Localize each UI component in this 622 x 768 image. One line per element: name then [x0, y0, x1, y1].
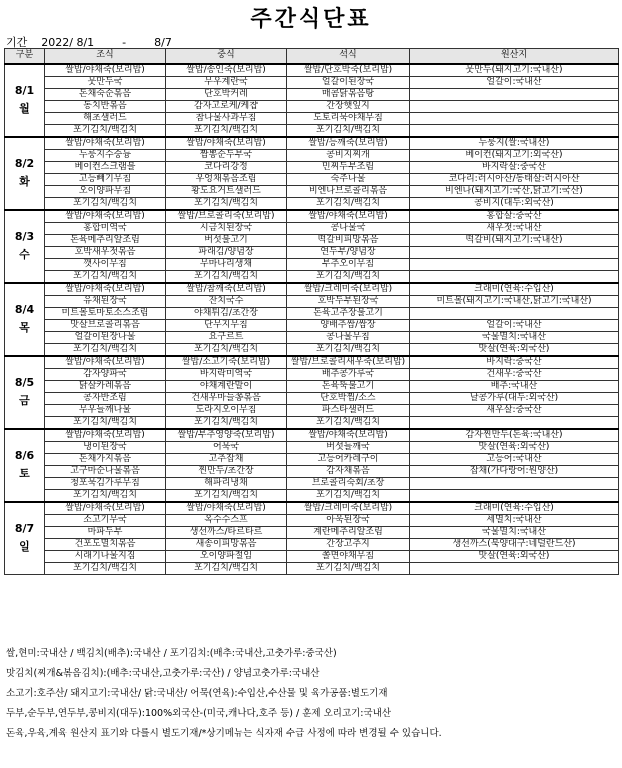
dinner-item: 간장고추지	[287, 538, 410, 550]
lunch-item: 건새우마늘쫑볶음	[166, 392, 287, 404]
table-row	[5, 76, 619, 88]
lunch-item: 생선까스/타르타르	[166, 526, 287, 538]
table-row	[5, 356, 619, 369]
day-weekday: 화	[19, 175, 30, 188]
header-dinner: 석식	[287, 49, 410, 64]
table-header-row	[5, 49, 619, 64]
dinner-item: 매콤닭볶음탕	[287, 88, 410, 100]
table-row	[5, 441, 619, 453]
day-date: 8/2	[14, 157, 35, 170]
table-row	[5, 392, 619, 404]
table-row	[5, 514, 619, 526]
lunch-item: 쌀밥/부추영양죽(보리밥)	[166, 429, 287, 442]
table-row	[5, 319, 619, 331]
lunch-item: 포기김치/백김치	[166, 343, 287, 356]
period-start: 2022/ 8/1	[41, 36, 95, 49]
table-row	[5, 477, 619, 489]
origin-cell: 맛살(연육:외국산)	[410, 550, 619, 562]
lunch-item: 도라지오이무침	[166, 404, 287, 416]
table-row	[5, 538, 619, 550]
breakfast-item: 포기김치/백김치	[45, 489, 166, 502]
origin-cell	[410, 477, 619, 489]
dinner-item: 돈육뚝불고기	[287, 380, 410, 392]
dinner-item: 포기김치/백김치	[287, 416, 410, 429]
table-row	[5, 161, 619, 173]
lunch-item: 무우계란국	[166, 76, 287, 88]
breakfast-item: 맛살브로콜리볶음	[45, 319, 166, 331]
breakfast-item: 건포도멸치볶음	[45, 538, 166, 550]
breakfast-item: 무우들깨나물	[45, 404, 166, 416]
footnote-line: 두부,순두부,연두부,콩비지(대두):100%외국산-(미국,캐나다,호주 등) / 훈제 오리고기:국내산	[6, 708, 392, 719]
day-date: 8/7	[14, 522, 35, 535]
breakfast-item: 해초샐러드	[45, 112, 166, 124]
breakfast-item: 얼갈이된장나물	[45, 331, 166, 343]
lunch-item: 새송이피망볶음	[166, 538, 287, 550]
table-row	[5, 295, 619, 307]
breakfast-item: 마파두부	[45, 526, 166, 538]
origin-cell: 날콩가루(대두:외국산)	[410, 392, 619, 404]
origin-cell: 미트볼(돼지고기:국내산,닭고기:국내산)	[410, 295, 619, 307]
lunch-item: 오이양파절임	[166, 550, 287, 562]
table-row	[5, 562, 619, 574]
table-row	[5, 173, 619, 185]
dinner-item: 단호박찜/소스	[287, 392, 410, 404]
origin-cell: 콩비지(대두:외국산)	[410, 197, 619, 210]
lunch-item: 쌀밥/소고기죽(보리밥)	[166, 356, 287, 369]
lunch-item: 우엉채볶음조림	[166, 173, 287, 185]
day-cell	[5, 137, 45, 210]
lunch-item: 쌀밥/야채죽(보리밥)	[166, 137, 287, 150]
table-row	[5, 331, 619, 343]
origin-cell: 맛살(연육:외국산)	[410, 441, 619, 453]
dinner-item: 숙주나물	[287, 173, 410, 185]
table-row	[5, 234, 619, 246]
footnote-line: 쌀,현미:국내산 / 백김치(배추):국내산 / 포기김치:(배추:국내산,고춧가루:중국산)	[6, 648, 337, 659]
origin-cell	[410, 489, 619, 502]
day-cell	[5, 429, 45, 502]
lunch-item: 무마나리생채	[166, 258, 287, 270]
footnote-line: 맛김치(찌개&볶음김치):(배추:국내산,고춧가루:국산) / 양념고춧가루:국내산	[6, 668, 320, 679]
breakfast-item: 감자양파국	[45, 368, 166, 380]
lunch-item: 쌀밥/송인죽(보리밥)	[166, 64, 287, 77]
table-row	[5, 343, 619, 356]
breakfast-item: 돈육메추리알조림	[45, 234, 166, 246]
origin-cell: 새우젓:국내산	[410, 222, 619, 234]
breakfast-item: 고구마순나물볶음	[45, 465, 166, 477]
lunch-item: 파래김/양념장	[166, 246, 287, 258]
breakfast-item: 포기김치/백김치	[45, 124, 166, 137]
origin-cell: 배추:국내산	[410, 380, 619, 392]
footnote-line: 소고기:호주산/ 돼지고기:국내산/ 닭:국내산/ 어묵(연육):수입산,수산물 및 육가공품:별도기재	[6, 688, 388, 699]
breakfast-item: 호박새우젓볶음	[45, 246, 166, 258]
table-row	[5, 502, 619, 515]
dinner-item: 떡갈비피망볶음	[287, 234, 410, 246]
day-cell	[5, 356, 45, 429]
day-weekday: 일	[19, 540, 30, 553]
menu-body	[5, 64, 619, 575]
dinner-item: 아욱된장국	[287, 514, 410, 526]
table-row	[5, 465, 619, 477]
dinner-item: 간장햇잎지	[287, 100, 410, 112]
dinner-item: 브로콜리숙회/초장	[287, 477, 410, 489]
breakfast-item: 포기김치/백김치	[45, 270, 166, 283]
day-date: 8/5	[14, 376, 35, 389]
lunch-item: 쌀밥/브로콜리죽(보리밥)	[166, 210, 287, 223]
lunch-item: 쌀밥/야채죽(보리밥)	[166, 502, 287, 515]
origin-cell: 크래미(연육:수입산)	[410, 502, 619, 515]
dinner-item: 파스타샐러드	[287, 404, 410, 416]
day-weekday: 토	[19, 467, 30, 480]
dinner-item: 얼갈이된장국	[287, 76, 410, 88]
lunch-item: 포기김치/백김치	[166, 124, 287, 137]
table-row	[5, 270, 619, 283]
header-origin: 원산지	[410, 49, 619, 64]
dinner-item: 계란메추리알조림	[287, 526, 410, 538]
lunch-item: 옥수수스프	[166, 514, 287, 526]
origin-cell: 건새우:중국산	[410, 368, 619, 380]
origin-cell	[410, 562, 619, 574]
dinner-item: 콩나물무침	[287, 331, 410, 343]
dinner-item: 쫄면야채무침	[287, 550, 410, 562]
breakfast-item: 쌀밥/야채죽(보리밥)	[45, 356, 166, 369]
day-date: 8/4	[14, 303, 35, 316]
table-row	[5, 258, 619, 270]
breakfast-item: 청포묵김가루무침	[45, 477, 166, 489]
table-row	[5, 137, 619, 150]
lunch-item: 찐만두/초간장	[166, 465, 287, 477]
page-title: 주간식단표	[250, 7, 372, 32]
table-row	[5, 404, 619, 416]
breakfast-item: 소고기무국	[45, 514, 166, 526]
origin-cell	[410, 124, 619, 137]
breakfast-item: 냉이된장국	[45, 441, 166, 453]
origin-cell: 국물멸치:국내산	[410, 331, 619, 343]
table-row	[5, 526, 619, 538]
lunch-item: 잔치국수	[166, 295, 287, 307]
dinner-item: 포기김치/백김치	[287, 270, 410, 283]
table-row	[5, 88, 619, 100]
dinner-item: 도토리묵야채무침	[287, 112, 410, 124]
origin-cell: 국물멸치:국내산	[410, 526, 619, 538]
origin-cell: 바지락:중국산	[410, 356, 619, 369]
origin-cell: 세멸치:국내산	[410, 514, 619, 526]
breakfast-item: 동치반볶음	[45, 100, 166, 112]
table-row	[5, 149, 619, 161]
table-row	[5, 429, 619, 442]
table-row	[5, 416, 619, 429]
table-row	[5, 380, 619, 392]
lunch-item: 짬뽕순두부국	[166, 149, 287, 161]
table-row	[5, 550, 619, 562]
lunch-item: 포기김치/백김치	[166, 270, 287, 283]
lunch-item: 포기김치/백김치	[166, 416, 287, 429]
lunch-item: 야채튀김/초간장	[166, 307, 287, 319]
breakfast-item: 쌀밥/야채죽(보리밥)	[45, 64, 166, 77]
dinner-item: 쌀밥/크레미죽(보리밥)	[287, 283, 410, 296]
table-row	[5, 368, 619, 380]
origin-cell: 뭇만두(돼지고기:국내산)	[410, 64, 619, 77]
table-row	[5, 112, 619, 124]
day-weekday: 월	[19, 102, 30, 115]
breakfast-item: 쌀밥/야채죽(보리밥)	[45, 137, 166, 150]
table-row	[5, 453, 619, 465]
dinner-item: 버섯들깨국	[287, 441, 410, 453]
dinner-item: 민찌두부조림	[287, 161, 410, 173]
lunch-item: 어묵국	[166, 441, 287, 453]
breakfast-item: 누룽지수숭늉	[45, 149, 166, 161]
breakfast-item: 포기김치/백김치	[45, 416, 166, 429]
origin-cell: 잡채(가다랑어:원양산)	[410, 465, 619, 477]
breakfast-item: 쌀밥/야채죽(보리밥)	[45, 283, 166, 296]
origin-cell: 누룽지(쌀:국내산)	[410, 137, 619, 150]
breakfast-item: 돈채가지볶음	[45, 453, 166, 465]
table-row	[5, 307, 619, 319]
origin-cell	[410, 112, 619, 124]
lunch-item: 야채계란말이	[166, 380, 287, 392]
day-weekday: 목	[19, 321, 30, 334]
day-weekday: 금	[19, 394, 30, 407]
breakfast-item: 포기김치/백김치	[45, 562, 166, 574]
table-row	[5, 283, 619, 296]
lunch-item: 시금치된장국	[166, 222, 287, 234]
origin-cell: 떡갈비(돼지고기:국내산)	[410, 234, 619, 246]
dinner-item: 연두부/양념장	[287, 246, 410, 258]
origin-cell: 크래미(연육:수입산)	[410, 283, 619, 296]
dinner-item: 쌀밥/단호박죽(보리밥)	[287, 64, 410, 77]
dinner-item: 쌀밥/야채죽(보리밥)	[287, 210, 410, 223]
origin-cell	[410, 88, 619, 100]
lunch-item: 참나물사과무침	[166, 112, 287, 124]
origin-cell: 고등어:국내산	[410, 453, 619, 465]
breakfast-item: 콩자반조림	[45, 392, 166, 404]
origin-cell: 감자찐만두(돈육:국내산)	[410, 429, 619, 442]
origin-cell	[410, 100, 619, 112]
header-lunch: 중식	[166, 49, 287, 64]
table-row	[5, 185, 619, 197]
day-cell	[5, 64, 45, 137]
lunch-item: 포기김치/백김치	[166, 562, 287, 574]
breakfast-item: 뭇만두국	[45, 76, 166, 88]
dinner-item: 콩비지찌개	[287, 149, 410, 161]
dinner-item: 쌀밥/크레미죽(보리밥)	[287, 502, 410, 515]
table-row	[5, 124, 619, 137]
breakfast-item: 쌀밥/야채죽(보리밥)	[45, 429, 166, 442]
breakfast-item: 베이컨스크램블	[45, 161, 166, 173]
origin-cell: 코다리:러시아산/동태살:러시아산	[410, 173, 619, 185]
lunch-item: 포기김치/백김치	[166, 489, 287, 502]
origin-cell: 베이컨(돼지고기:외국산)	[410, 149, 619, 161]
origin-cell: 얼갈이:국내산	[410, 319, 619, 331]
origin-cell: 얼갈이:국내산	[410, 76, 619, 88]
period-label: 기간	[6, 36, 28, 49]
header-breakfast: 조식	[45, 49, 166, 64]
breakfast-item: 시래기나물지짐	[45, 550, 166, 562]
lunch-item: 요구르트	[166, 331, 287, 343]
breakfast-item: 포기김치/백김치	[45, 197, 166, 210]
dinner-item: 쌀밥/야채죽(보리밥)	[287, 429, 410, 442]
lunch-item: 해파리냉채	[166, 477, 287, 489]
dinner-item: 콩나물국	[287, 222, 410, 234]
weekly-menu-table	[4, 48, 619, 575]
lunch-item: 단호박커레	[166, 88, 287, 100]
origin-cell	[410, 270, 619, 283]
lunch-item: 쌀밥/참깨죽(보리밥)	[166, 283, 287, 296]
dinner-item: 쌀밥/브로콜리새우죽(보리밥)	[287, 356, 410, 369]
breakfast-item: 포기김치/백김치	[45, 343, 166, 356]
lunch-item: 고추잡채	[166, 453, 287, 465]
dinner-item: 포기김치/백김치	[287, 124, 410, 137]
lunch-item: 바지락미역국	[166, 368, 287, 380]
day-date: 8/3	[14, 230, 35, 243]
breakfast-item: 닭살카레볶음	[45, 380, 166, 392]
lunch-item: 포기김치/백김치	[166, 197, 287, 210]
breakfast-item: 쌀밥/야채죽(보리밥)	[45, 502, 166, 515]
breakfast-item: 고등빼기무침	[45, 173, 166, 185]
origin-cell: 비엔나(돼지고기:국산,닭고기:국산)	[410, 185, 619, 197]
breakfast-item: 미트볼토마토소스조림	[45, 307, 166, 319]
table-row	[5, 197, 619, 210]
day-cell	[5, 502, 45, 575]
origin-cell	[410, 258, 619, 270]
breakfast-item: 오이양파무침	[45, 185, 166, 197]
dinner-item: 포기김치/백김치	[287, 343, 410, 356]
origin-cell: 홍합살:중국산	[410, 210, 619, 223]
dinner-item: 감자채볶음	[287, 465, 410, 477]
table-row	[5, 210, 619, 223]
day-cell	[5, 210, 45, 283]
breakfast-item: 돈채숙순볶음	[45, 88, 166, 100]
origin-cell	[410, 307, 619, 319]
period-dash: -	[122, 36, 127, 49]
dinner-item: 부추오이무침	[287, 258, 410, 270]
dinner-item: 고등어카레구이	[287, 453, 410, 465]
table-row	[5, 246, 619, 258]
lunch-item: 감자고로케/케챱	[166, 100, 287, 112]
origin-cell	[410, 416, 619, 429]
day-cell	[5, 283, 45, 356]
breakfast-item: 유채된장국	[45, 295, 166, 307]
day-date: 8/1	[14, 84, 35, 97]
breakfast-item: 홍합미역국	[45, 222, 166, 234]
origin-cell: 맛살(연육:외국산)	[410, 343, 619, 356]
dinner-item: 배추콩가루국	[287, 368, 410, 380]
footnotes	[6, 644, 618, 744]
table-row	[5, 222, 619, 234]
origin-cell: 바지락살:중국산	[410, 161, 619, 173]
dinner-item: 포기김치/백김치	[287, 489, 410, 502]
origin-cell	[410, 246, 619, 258]
day-weekday: 수	[19, 248, 30, 261]
origin-cell: 생선까스(북양대구:네덜란드산)	[410, 538, 619, 550]
dinner-item: 포기김치/백김치	[287, 197, 410, 210]
breakfast-item: 깻사이무침	[45, 258, 166, 270]
lunch-item: 코다리강정	[166, 161, 287, 173]
day-date: 8/6	[14, 449, 35, 462]
origin-cell: 새우살:중국산	[410, 404, 619, 416]
period-end: 8/7	[154, 36, 172, 49]
breakfast-item: 쌀밥/야채죽(보리밥)	[45, 210, 166, 223]
table-row	[5, 489, 619, 502]
dinner-item: 돈육고추장불고기	[287, 307, 410, 319]
table-row	[5, 100, 619, 112]
header-day: 구분	[5, 49, 45, 64]
table-row	[5, 64, 619, 77]
dinner-item: 양배추쌈/쌈장	[287, 319, 410, 331]
footnote-line: 돈육,우육,계육 원산지 표기와 다를시 별도기재/*상기메뉴는 식자재 수급 사정에 따라 변경될 수 있습니다.	[6, 728, 442, 739]
dinner-item: 비엔나브로콜리볶음	[287, 185, 410, 197]
lunch-item: 버섯불고기	[166, 234, 287, 246]
lunch-item: 황도요거트샐러드	[166, 185, 287, 197]
dinner-item: 포기김치/백김치	[287, 562, 410, 574]
lunch-item: 단무지무침	[166, 319, 287, 331]
dinner-item: 호박두부된장국	[287, 295, 410, 307]
dinner-item: 쌀밥/등깨죽(보리밥)	[287, 137, 410, 150]
